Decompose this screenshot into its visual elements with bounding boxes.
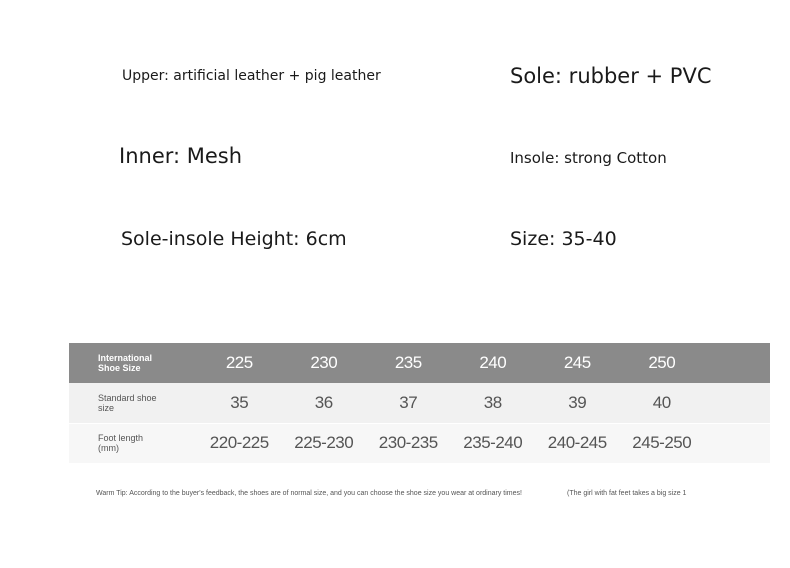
table-cell: 250 bbox=[648, 353, 676, 372]
row-label bbox=[69, 383, 197, 423]
table-cell: 39 bbox=[568, 392, 587, 412]
table-cell: 245-250 bbox=[632, 433, 692, 453]
size-table bbox=[69, 343, 770, 463]
row-label-line1: Foot length bbox=[98, 433, 144, 444]
row-label-line1: Standard shoe bbox=[98, 392, 157, 403]
row-label-line2: Shoe Size bbox=[98, 363, 141, 373]
spec-inner: Inner: Mesh bbox=[119, 144, 243, 168]
table-cell: 235-240 bbox=[463, 433, 523, 453]
row-label bbox=[69, 343, 197, 383]
table-row-foot-length bbox=[69, 423, 770, 463]
spec-upper: Upper: artificial leather + pig leather bbox=[122, 68, 381, 84]
table-cell: 40 bbox=[652, 392, 671, 412]
table-cell: 38 bbox=[483, 392, 502, 412]
fat-feet-note: (The girl with fat feet takes a big size 1 bbox=[567, 490, 687, 497]
warm-tip-note: Warm Tip: According to the buyer's feedback, the shoes are of normal size, and you can choose the shoe size you wear at ordinary times! bbox=[96, 490, 522, 497]
table-cell: 225-230 bbox=[294, 433, 354, 453]
table-cell: 240-245 bbox=[547, 433, 607, 453]
table-cell: 37 bbox=[399, 392, 418, 412]
row-label-line2: size bbox=[98, 402, 115, 413]
spec-sole: Sole: rubber + PVC bbox=[510, 64, 712, 88]
spec-insole: Insole: strong Cotton bbox=[510, 149, 667, 167]
table-cell: 235 bbox=[394, 353, 422, 372]
row-label-line1: International bbox=[98, 353, 153, 363]
table-row-international-size bbox=[69, 343, 770, 383]
table-row-standard-size bbox=[69, 383, 770, 423]
table-cell: 240 bbox=[479, 353, 507, 372]
table-cell: 35 bbox=[230, 392, 249, 412]
table-cell: 230-235 bbox=[378, 433, 438, 453]
table-cell: 220-225 bbox=[209, 433, 269, 453]
row-label-line2: (mm) bbox=[98, 443, 119, 454]
table-pad bbox=[704, 383, 770, 423]
spec-size: Size: 35-40 bbox=[510, 228, 617, 250]
table-cell: 230 bbox=[310, 353, 338, 372]
table-cell: 225 bbox=[225, 353, 253, 372]
row-label bbox=[69, 423, 197, 463]
table-cell: 245 bbox=[563, 353, 591, 372]
table-cell: 36 bbox=[314, 392, 333, 412]
table-pad bbox=[704, 423, 770, 463]
table-pad bbox=[704, 343, 770, 383]
spec-height: Sole-insole Height: 6cm bbox=[121, 228, 347, 250]
